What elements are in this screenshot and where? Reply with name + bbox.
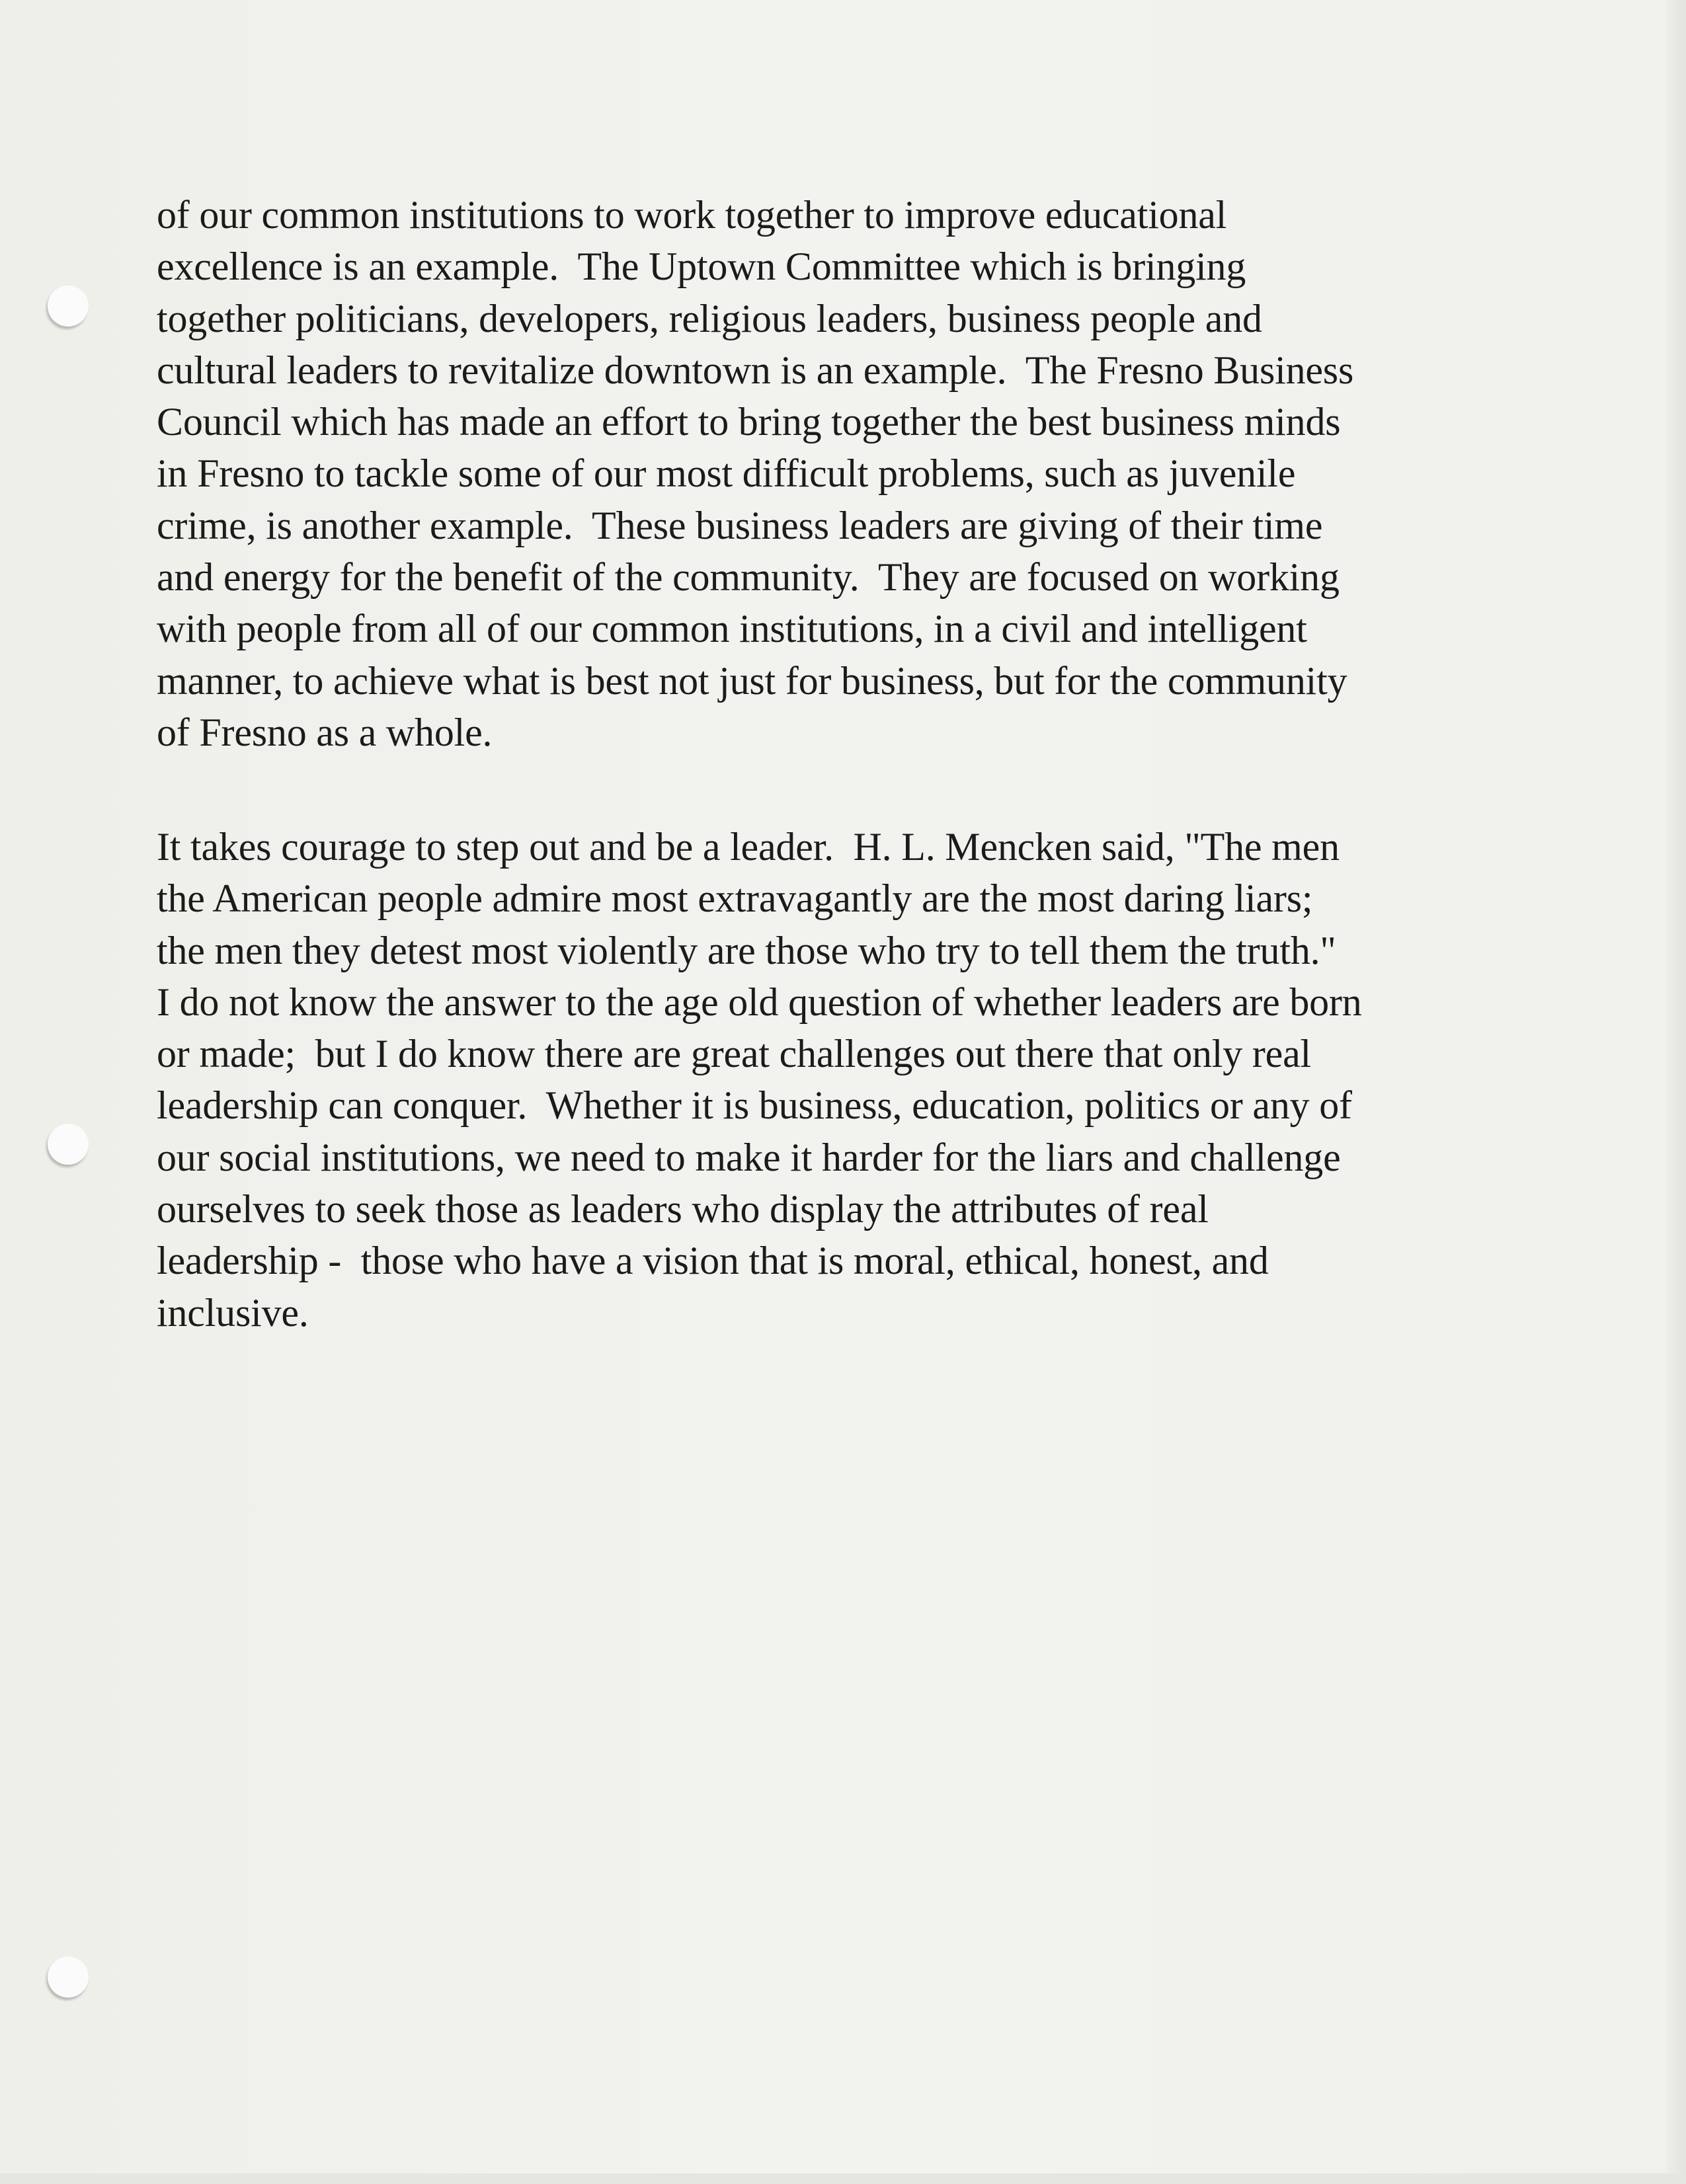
text-line: with people from all of our common institutions, in a civil and intelligent: [157, 607, 1307, 651]
text-line: crime, is another example. These business leaders are giving of their time: [157, 503, 1323, 547]
text-line: cultural leaders to revitalize downtown is an example. The Fresno Business: [157, 348, 1354, 392]
text-line: leadership - those who have a vision that is moral, ethical, honest, and: [157, 1239, 1269, 1283]
paragraph-2: [157, 821, 1532, 1339]
text-line: or made; but I do know there are great challenges out there that only real: [157, 1032, 1311, 1076]
text-line: the American people admire most extravagantly are the most daring liars;: [157, 877, 1313, 921]
text-line: ourselves to seek those as leaders who display the attributes of real: [157, 1187, 1209, 1231]
page-edge-shadow: [1666, 0, 1686, 2184]
text-line: excellence is an example. The Uptown Committee which is bringing: [157, 245, 1246, 289]
text-line: It takes courage to step out and be a leader. H. L. Mencken said, "The men: [157, 825, 1340, 869]
punch-hole-bottom: [48, 1957, 89, 1998]
text-line: Council which has made an effort to bring together the best business minds: [157, 400, 1341, 444]
text-line: manner, to achieve what is best not just for business, but for the community: [157, 658, 1347, 703]
text-line: I do not know the answer to the age old question of whether leaders are born: [157, 980, 1362, 1024]
text-line: our social institutions, we need to make it harder for the liars and challenge: [157, 1135, 1341, 1179]
text-line: the men they detest most violently are those who try to tell them the truth.": [157, 928, 1336, 972]
paragraph-1: [157, 189, 1532, 758]
text-line: inclusive.: [157, 1290, 309, 1335]
text-line: of Fresno as a whole.: [157, 710, 493, 754]
text-line: leadership can conquer. Whether it is business, education, politics or any of: [157, 1083, 1352, 1128]
punch-hole-middle: [48, 1124, 89, 1165]
text-line: in Fresno to tackle some of our most difficult problems, such as juvenile: [157, 451, 1296, 496]
punch-hole-top: [48, 286, 89, 327]
page-bottom-edge: [0, 2173, 1686, 2184]
text-line: together politicians, developers, religious leaders, business people and: [157, 296, 1262, 340]
text-line: and energy for the benefit of the community. They are focused on working: [157, 555, 1340, 600]
text-line: of our common institutions to work together to improve educational: [157, 193, 1227, 237]
